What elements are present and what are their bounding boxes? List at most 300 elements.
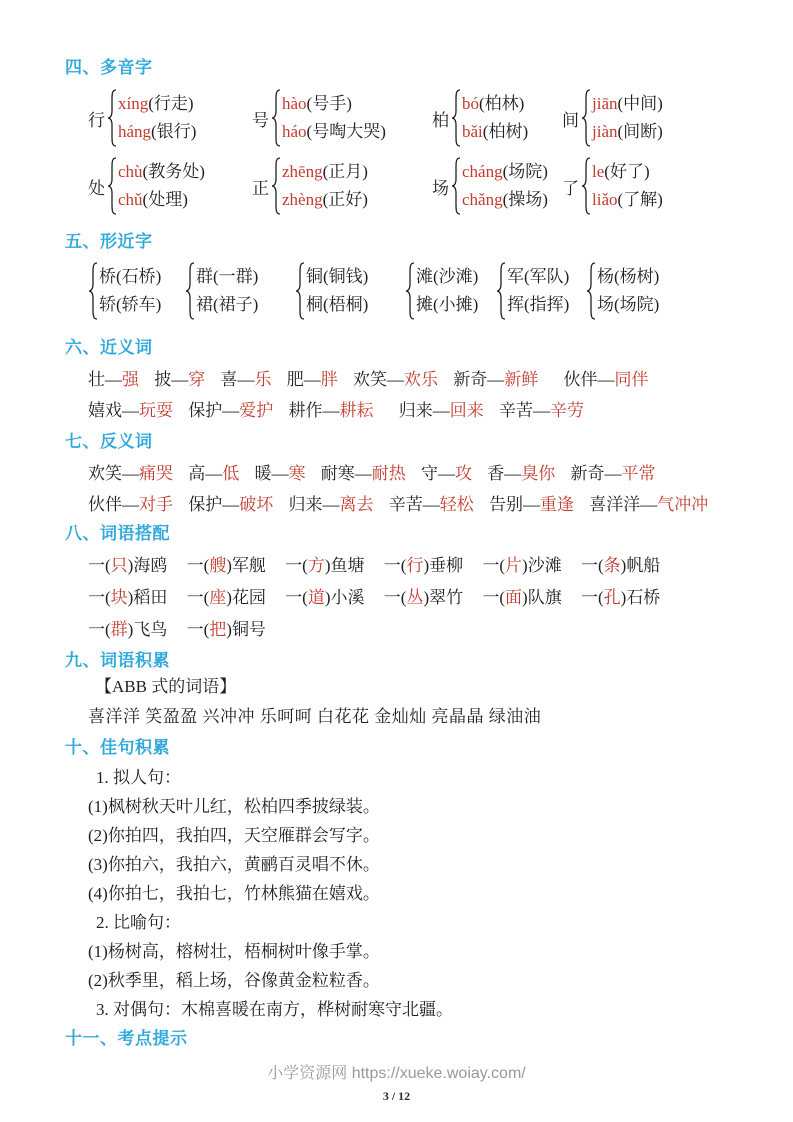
word-right: 玩耍 bbox=[139, 401, 173, 420]
prefix: 一( bbox=[88, 620, 111, 639]
collocations-block bbox=[88, 550, 733, 646]
measure-word: 块 bbox=[110, 588, 128, 607]
base-character: 号 bbox=[252, 110, 269, 130]
word-pair bbox=[188, 495, 273, 514]
word-right: 气冲冲 bbox=[657, 495, 709, 514]
collocation-item bbox=[88, 588, 167, 607]
section-title-collocations: 八、词语搭配 bbox=[65, 524, 170, 543]
word-right: 轻松 bbox=[439, 495, 474, 514]
collocation-item bbox=[285, 588, 364, 607]
pinyin: bǎi bbox=[462, 122, 483, 141]
dash-glyph: — bbox=[387, 370, 404, 389]
collocation-item bbox=[88, 620, 167, 639]
measure-word: 艘 bbox=[209, 556, 227, 575]
char-example: 裙(裙子) bbox=[196, 295, 259, 314]
pronunciation-entry bbox=[592, 158, 663, 186]
pronunciation-entry bbox=[462, 118, 528, 146]
dash-glyph: — bbox=[604, 464, 622, 483]
measure-word: 丛 bbox=[406, 588, 424, 607]
suffix: ) bbox=[423, 556, 430, 575]
word-pair bbox=[389, 495, 474, 514]
brace-icon bbox=[88, 262, 98, 320]
collocation-item bbox=[187, 556, 266, 575]
word-left: 披 bbox=[154, 370, 172, 389]
similar-chars-group bbox=[496, 262, 586, 320]
suffix: ) bbox=[127, 556, 134, 575]
word-right: 爱护 bbox=[239, 401, 274, 420]
noun: 稻田 bbox=[133, 588, 168, 607]
noun: 沙滩 bbox=[527, 556, 562, 575]
noun: 铜号 bbox=[231, 620, 266, 639]
measure-word: 群 bbox=[110, 620, 128, 639]
suffix: ) bbox=[324, 556, 331, 575]
measure-word: 片 bbox=[505, 556, 523, 575]
word-right: 重逢 bbox=[540, 495, 574, 514]
pronunciation-entry bbox=[462, 186, 548, 214]
polyphone-group bbox=[562, 89, 733, 147]
brace-icon bbox=[107, 89, 117, 147]
word-right: 攻 bbox=[455, 464, 472, 483]
noun: 队旗 bbox=[527, 588, 562, 607]
dash-glyph: — bbox=[438, 464, 455, 483]
pinyin: chǔ bbox=[118, 190, 143, 209]
collocation-line bbox=[88, 550, 733, 582]
measure-word: 孔 bbox=[603, 588, 621, 607]
char-example: 场(场院) bbox=[597, 295, 660, 314]
pinyin: chǎng bbox=[462, 190, 503, 209]
suffix: ) bbox=[226, 556, 232, 575]
antonym-line bbox=[88, 458, 733, 489]
suffix: ) bbox=[522, 556, 528, 575]
section-title-polyphonic-chars: 四、多音字 bbox=[65, 58, 153, 77]
word-left: 新奇 bbox=[453, 370, 488, 389]
brace-icon bbox=[496, 262, 506, 320]
pronunciation-entry bbox=[118, 118, 196, 146]
page-number: 3 / 12 bbox=[382, 1089, 411, 1103]
word-pair bbox=[321, 464, 406, 483]
collocation-item bbox=[88, 556, 167, 575]
polyphone-row bbox=[88, 157, 733, 215]
prefix: 一( bbox=[482, 588, 506, 607]
synonym-line bbox=[88, 364, 733, 395]
sentences-block bbox=[65, 763, 733, 1024]
char-example: 轿(轿车) bbox=[99, 295, 162, 314]
polyphone-group bbox=[252, 157, 432, 215]
noun: 垂柳 bbox=[429, 556, 464, 575]
word-left: 新奇 bbox=[570, 464, 605, 483]
pronunciation-list bbox=[118, 158, 205, 214]
word-right: 穿 bbox=[188, 370, 206, 389]
similar-chars-row bbox=[88, 262, 733, 320]
base-character: 柏 bbox=[432, 110, 449, 130]
sentence: (3)你拍六，我拍六，黄鹂百灵唱不休。 bbox=[88, 855, 380, 874]
word-pair bbox=[589, 495, 708, 514]
suffix: ) bbox=[620, 588, 627, 607]
word-left: 告别 bbox=[489, 495, 523, 514]
word-left: 高 bbox=[188, 464, 206, 483]
word-left: 壮 bbox=[88, 370, 105, 389]
pinyin: háng bbox=[118, 122, 152, 141]
pronunciation-entry bbox=[462, 158, 548, 186]
example-word: (号手) bbox=[306, 94, 352, 113]
dash-glyph: — bbox=[432, 401, 450, 420]
word-pair bbox=[188, 401, 273, 420]
measure-word: 座 bbox=[209, 588, 227, 607]
dash-glyph: — bbox=[171, 370, 189, 389]
collocation-item bbox=[187, 588, 266, 607]
measure-word: 道 bbox=[307, 588, 325, 607]
suffix: ) bbox=[620, 556, 627, 575]
pinyin: hào bbox=[282, 94, 307, 113]
dash-glyph: — bbox=[122, 401, 139, 420]
brace-icon bbox=[581, 89, 591, 147]
word-left: 喜 bbox=[220, 370, 238, 389]
word-pair bbox=[499, 401, 584, 420]
noun: 飞鸟 bbox=[133, 620, 168, 639]
noun: 翠竹 bbox=[429, 588, 464, 607]
pronunciation-entry bbox=[462, 90, 528, 118]
dash-glyph: — bbox=[533, 401, 550, 420]
abb-word-list: 喜洋洋 笑盈盈 兴冲冲 乐呵呵 白花花 金灿灿 亮晶晶 绿油油 bbox=[88, 707, 542, 726]
sentence-heading: 2. 比喻句： bbox=[96, 913, 181, 932]
word-left: 喜洋洋 bbox=[589, 495, 641, 514]
polyphone-group bbox=[88, 89, 252, 147]
word-right: 离去 bbox=[339, 495, 374, 514]
char-example: 群(一群) bbox=[196, 267, 259, 286]
word-pair bbox=[353, 370, 438, 389]
word-right: 低 bbox=[222, 464, 240, 483]
similar-chars-group bbox=[185, 262, 295, 320]
prefix: 一( bbox=[285, 556, 308, 575]
char-example: 杨(杨树) bbox=[597, 267, 660, 286]
sentence: (4)你拍七，我拍七，竹林熊猫在嬉戏。 bbox=[88, 884, 380, 903]
example-word: (中间) bbox=[617, 94, 663, 113]
word-pair bbox=[88, 464, 173, 483]
word-pair bbox=[487, 464, 555, 483]
suffix: ) bbox=[423, 588, 430, 607]
pronunciation-entry bbox=[592, 90, 663, 118]
collocation-item bbox=[581, 588, 660, 607]
section-title-synonyms: 六、近义词 bbox=[65, 338, 153, 357]
dash-glyph: — bbox=[322, 495, 340, 514]
collocation-item bbox=[581, 556, 660, 575]
word-pair bbox=[88, 370, 139, 389]
prefix: 一( bbox=[88, 556, 111, 575]
word-left: 辛苦 bbox=[388, 495, 423, 514]
pronunciation-entry bbox=[282, 158, 368, 186]
brace-icon bbox=[295, 262, 305, 320]
suffix: ) bbox=[226, 588, 232, 607]
prefix: 一( bbox=[285, 588, 308, 607]
word-pair bbox=[399, 401, 484, 420]
word-right: 耐热 bbox=[371, 464, 406, 483]
pronunciation-list bbox=[592, 158, 663, 214]
section-title-word-accumulation: 九、词语积累 bbox=[65, 651, 170, 670]
word-pair bbox=[453, 370, 538, 389]
polyphone-group bbox=[432, 157, 562, 215]
polyphone-group bbox=[252, 89, 432, 147]
pronunciation-entry bbox=[118, 158, 205, 186]
prefix: 一( bbox=[580, 588, 604, 607]
measure-word: 只 bbox=[110, 556, 128, 575]
example-word: (教务处) bbox=[142, 162, 205, 181]
pinyin: bó bbox=[462, 94, 479, 113]
polyphone-group bbox=[562, 157, 733, 215]
collocation-item bbox=[482, 588, 561, 607]
word-left: 耐寒 bbox=[320, 464, 355, 483]
suffix: ) bbox=[127, 588, 134, 607]
word-right: 痛哭 bbox=[139, 464, 173, 483]
section-title-antonyms: 七、反义词 bbox=[65, 432, 153, 451]
polyphone-row bbox=[88, 89, 733, 147]
measure-word: 行 bbox=[406, 556, 424, 575]
word-right: 耕耘 bbox=[339, 401, 374, 420]
example-word: (柏树) bbox=[482, 122, 529, 141]
char-example: 摊(小摊) bbox=[416, 295, 479, 314]
similar-chars-group bbox=[88, 262, 185, 320]
pinyin: háo bbox=[282, 122, 307, 141]
prefix: 一( bbox=[186, 588, 210, 607]
word-right: 破坏 bbox=[239, 495, 274, 514]
dash-glyph: — bbox=[597, 370, 615, 389]
word-left: 香 bbox=[487, 464, 505, 483]
section-title-similar-chars: 五、形近字 bbox=[65, 232, 153, 251]
pinyin: chù bbox=[118, 162, 143, 181]
sentence-heading: 1. 拟人句： bbox=[96, 768, 181, 787]
word-right: 欢乐 bbox=[404, 370, 438, 389]
word-left: 欢笑 bbox=[88, 464, 122, 483]
brace-icon bbox=[451, 89, 461, 147]
pronunciation-list bbox=[462, 90, 528, 146]
antonyms-block bbox=[88, 458, 733, 520]
similar-chars-group bbox=[586, 262, 733, 320]
pinyin: jiān bbox=[592, 94, 618, 113]
abb-subtitle: 【ABB 式的词语】 bbox=[95, 677, 237, 696]
pinyin: zhèng bbox=[282, 190, 323, 209]
word-right: 平常 bbox=[621, 464, 656, 483]
word-right: 寒 bbox=[288, 464, 306, 483]
pronunciation-entry bbox=[118, 186, 205, 214]
synonyms-block bbox=[88, 364, 733, 426]
word-pair bbox=[289, 495, 374, 514]
prefix: 一( bbox=[383, 556, 407, 575]
base-character: 间 bbox=[562, 110, 579, 130]
word-pair bbox=[421, 464, 472, 483]
prefix: 一( bbox=[186, 620, 210, 639]
collocation-line bbox=[88, 614, 733, 646]
word-pair bbox=[255, 464, 306, 483]
sentence: (2)秋季里，稻上场，谷像黄金粒粒香。 bbox=[88, 971, 380, 990]
word-right: 臭你 bbox=[521, 464, 556, 483]
brace-icon bbox=[185, 262, 195, 320]
measure-word: 面 bbox=[505, 588, 523, 607]
word-pair bbox=[287, 370, 338, 389]
dash-glyph: — bbox=[105, 370, 122, 389]
brace-icon bbox=[581, 157, 591, 215]
word-pair bbox=[489, 495, 574, 514]
word-left: 守 bbox=[421, 464, 438, 483]
example-word: (好了) bbox=[604, 162, 650, 181]
noun: 帆船 bbox=[626, 556, 661, 575]
prefix: 一( bbox=[383, 588, 407, 607]
char-example: 军(军队) bbox=[507, 267, 570, 286]
dash-glyph: — bbox=[354, 464, 372, 483]
word-pair bbox=[188, 464, 239, 483]
collocation-item bbox=[482, 556, 561, 575]
prefix: 一( bbox=[88, 588, 111, 607]
word-pair bbox=[88, 401, 173, 420]
word-left: 保护 bbox=[188, 495, 223, 514]
word-right: 乐 bbox=[254, 370, 272, 389]
pronunciation-entry bbox=[592, 186, 663, 214]
dash-glyph: — bbox=[122, 464, 139, 483]
pronunciation-entry bbox=[282, 90, 386, 118]
pronunciation-entry bbox=[118, 90, 196, 118]
base-character: 行 bbox=[88, 110, 105, 130]
noun: 石桥 bbox=[626, 588, 661, 607]
prefix: 一( bbox=[186, 556, 210, 575]
word-left: 归来 bbox=[398, 401, 433, 420]
section-title-good-sentences: 十、佳句积累 bbox=[65, 738, 170, 757]
brace-icon bbox=[107, 157, 117, 215]
noun: 海鸥 bbox=[133, 556, 168, 575]
word-left: 伙伴 bbox=[563, 370, 598, 389]
base-character: 了 bbox=[562, 178, 579, 198]
word-pair bbox=[289, 401, 374, 420]
sentence: (1)枫树秋天叶儿红，松柏四季披绿装。 bbox=[88, 797, 380, 816]
antonym-line bbox=[88, 489, 733, 520]
measure-word: 把 bbox=[209, 620, 227, 639]
pronunciation-list bbox=[118, 90, 196, 146]
base-character: 场 bbox=[432, 178, 449, 198]
brace-icon bbox=[271, 157, 281, 215]
word-pair bbox=[154, 370, 205, 389]
pronunciation-entry bbox=[282, 118, 386, 146]
pronunciation-entry bbox=[592, 118, 663, 146]
pinyin: liǎo bbox=[592, 190, 618, 209]
base-character: 处 bbox=[88, 178, 105, 198]
section-title-exam-points: 十一、考点提示 bbox=[65, 1029, 188, 1048]
pronunciation-list bbox=[462, 158, 548, 214]
brace-icon bbox=[451, 157, 461, 215]
word-left: 归来 bbox=[288, 495, 323, 514]
char-example: 滩(沙滩) bbox=[416, 267, 479, 286]
sentence: (1)杨树高，榕树壮，梧桐树叶像手掌。 bbox=[88, 942, 380, 961]
dash-glyph: — bbox=[422, 495, 440, 514]
noun: 军舰 bbox=[231, 556, 266, 575]
example-word: (银行) bbox=[151, 122, 197, 141]
example-word: (柏林) bbox=[479, 94, 525, 113]
measure-word: 方 bbox=[307, 556, 325, 575]
word-left: 嬉戏 bbox=[88, 401, 122, 420]
dash-glyph: — bbox=[640, 495, 658, 514]
noun: 鱼塘 bbox=[330, 556, 365, 575]
word-pair bbox=[221, 370, 272, 389]
dash-glyph: — bbox=[222, 401, 240, 420]
sentence-heading: 3. 对偶句：木棉喜暖在南方，桦树耐寒守北疆。 bbox=[96, 1000, 453, 1019]
measure-word: 条 bbox=[603, 556, 621, 575]
noun: 小溪 bbox=[330, 588, 365, 607]
dash-glyph: — bbox=[523, 495, 540, 514]
similar-chars-group bbox=[295, 262, 405, 320]
dash-glyph: — bbox=[504, 464, 522, 483]
synonym-line bbox=[88, 395, 733, 426]
word-pair bbox=[88, 495, 173, 514]
prefix: 一( bbox=[580, 556, 604, 575]
word-right: 新鲜 bbox=[504, 370, 539, 389]
word-right: 对手 bbox=[139, 495, 173, 514]
suffix: ) bbox=[522, 588, 528, 607]
collocation-item bbox=[384, 556, 463, 575]
example-word: (间断) bbox=[617, 122, 663, 141]
word-left: 欢笑 bbox=[353, 370, 387, 389]
word-pair bbox=[564, 370, 649, 389]
pinyin: cháng bbox=[462, 162, 503, 181]
char-example: 桥(石桥) bbox=[99, 267, 162, 286]
sentence: (2)你拍四，我拍四，天空雁群会写字。 bbox=[88, 826, 380, 845]
example-word: (号啕大哭) bbox=[306, 122, 386, 141]
suffix: ) bbox=[324, 588, 331, 607]
dash-glyph: — bbox=[487, 370, 505, 389]
collocation-item bbox=[285, 556, 364, 575]
dash-glyph: — bbox=[237, 370, 255, 389]
polyphone-table bbox=[88, 89, 733, 215]
prefix: 一( bbox=[482, 556, 506, 575]
noun: 花园 bbox=[231, 588, 266, 607]
pronunciation-list bbox=[592, 90, 663, 146]
example-word: (场院) bbox=[502, 162, 548, 181]
polyphone-group bbox=[432, 89, 562, 147]
suffix: ) bbox=[127, 620, 134, 639]
example-word: (了解) bbox=[617, 190, 663, 209]
dash-glyph: — bbox=[303, 370, 321, 389]
dash-glyph: — bbox=[322, 401, 340, 420]
brace-icon bbox=[586, 262, 596, 320]
dash-glyph: — bbox=[222, 495, 240, 514]
pronunciation-entry bbox=[282, 186, 368, 214]
word-pair bbox=[571, 464, 656, 483]
base-character: 正 bbox=[252, 178, 269, 198]
char-example: 挥(指挥) bbox=[507, 295, 570, 314]
word-left: 伙伴 bbox=[88, 495, 122, 514]
dash-glyph: — bbox=[205, 464, 223, 483]
pinyin: xíng bbox=[118, 94, 149, 113]
word-left: 保护 bbox=[188, 401, 223, 420]
word-right: 强 bbox=[122, 370, 139, 389]
word-right: 回来 bbox=[449, 401, 484, 420]
word-left: 暖 bbox=[254, 464, 272, 483]
collocation-item bbox=[187, 620, 266, 639]
brace-icon bbox=[271, 89, 281, 147]
example-word: (处理) bbox=[142, 190, 188, 209]
word-left: 肥 bbox=[286, 370, 304, 389]
example-word: (操场) bbox=[502, 190, 548, 209]
suffix: ) bbox=[226, 620, 232, 639]
word-right: 辛劳 bbox=[550, 401, 584, 420]
word-left: 辛苦 bbox=[499, 401, 533, 420]
pinyin: le bbox=[592, 162, 605, 181]
example-word: (行走) bbox=[148, 94, 194, 113]
pinyin: zhēng bbox=[282, 162, 323, 181]
char-example: 铜(铜钱) bbox=[306, 267, 369, 286]
collocation-item bbox=[384, 588, 463, 607]
pronunciation-list bbox=[282, 90, 386, 146]
dash-glyph: — bbox=[122, 495, 139, 514]
pronunciation-list bbox=[282, 158, 368, 214]
similar-chars-group bbox=[405, 262, 496, 320]
dash-glyph: — bbox=[271, 464, 289, 483]
footer-site-link[interactable]: 小学资源网 https://xueke.woiay.com/ bbox=[267, 1065, 526, 1082]
